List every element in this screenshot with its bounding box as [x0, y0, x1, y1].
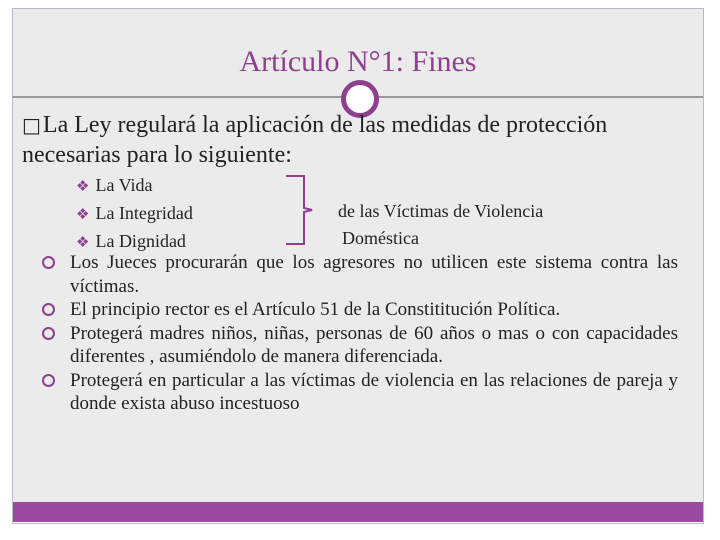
- bullet-text: El principio rector es el Artículo 51 de la Constititución Política.: [70, 299, 561, 320]
- bullet-item: [42, 322, 678, 369]
- circle-bullet-icon: [42, 327, 55, 340]
- brace-icon: [284, 174, 314, 246]
- bullet-item: [42, 298, 678, 322]
- bullet-text: Los Jueces procurarán que los agresores no utilicen este sistema contra las víctimas.: [70, 252, 678, 297]
- circle-bullet-icon: [42, 303, 55, 316]
- intro-box-glyph: □: [22, 113, 41, 137]
- victims-note: [338, 198, 543, 252]
- sub-item-label: La Vida: [95, 175, 153, 195]
- bottom-bar: [13, 502, 703, 522]
- diamond-bullet-icon: ❖: [76, 233, 90, 251]
- intro-text: La Ley regulará la aplicación de las medidas de protección necesarias para lo siguiente:: [22, 112, 608, 168]
- circle-bullet-icon: [42, 374, 55, 387]
- sub-item: [76, 200, 193, 228]
- victims-note-line1: de las Víctimas de Violencia: [338, 201, 544, 221]
- sub-item-label: La Integridad: [95, 203, 193, 223]
- bullet-item: [42, 369, 678, 416]
- bullet-text: Protegerá en particular a las víctimas de violencia en las relaciones de pareja y donde exista abuso incestuoso: [70, 369, 678, 414]
- bullet-item: [42, 251, 678, 298]
- intro-paragraph: [22, 110, 692, 170]
- bullet-list: [42, 251, 678, 416]
- sub-item: [76, 172, 193, 200]
- circle-bullet-icon: [42, 256, 55, 269]
- sub-item-label: La Dignidad: [95, 231, 186, 251]
- victims-note-line2: Doméstica: [342, 228, 419, 248]
- slide-title: Artículo N°1: Fines: [239, 45, 477, 78]
- diamond-bullet-icon: ❖: [76, 205, 90, 223]
- diamond-bullet-icon: ❖: [76, 177, 90, 195]
- sub-list: [76, 172, 193, 256]
- bullet-text: Protegerá madres niños, niñas, personas de 60 años o mas o con capacidades diferentes , asumiéndolo de manera diferenciada.: [70, 322, 678, 367]
